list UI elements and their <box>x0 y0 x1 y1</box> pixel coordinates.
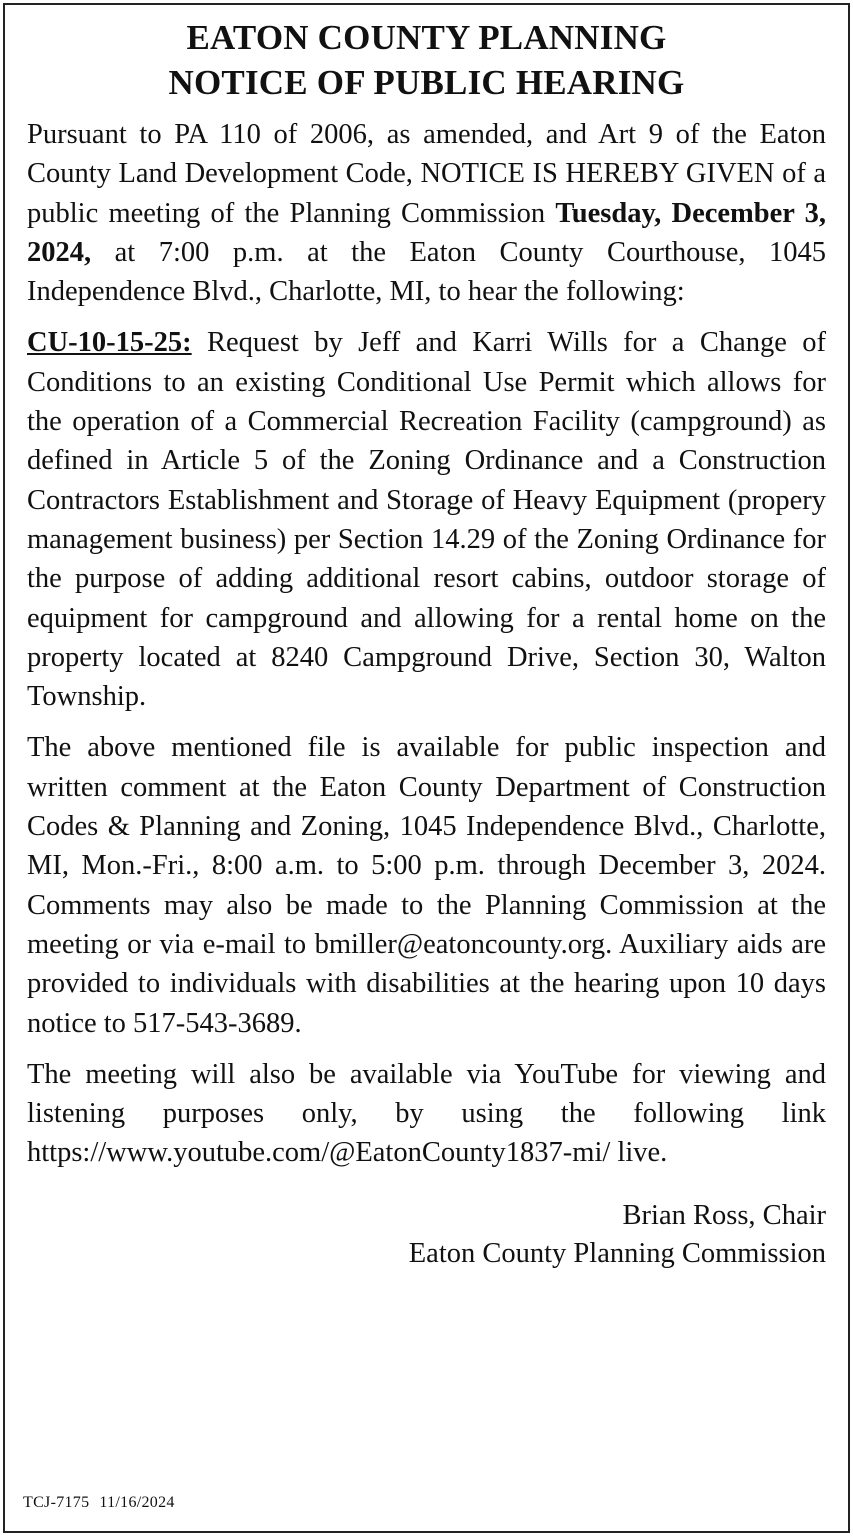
intro-text-after-date: at 7:00 p.m. at the Eaton County Courthouse, 1045 Independence Blvd., Charlotte, MI, to hear the following: <box>27 236 826 308</box>
notice-footer <box>23 1493 175 1513</box>
youtube-paragraph: The meeting will also be available via YouTube for viewing and listening purposes only, by using the following link https://www.youtube.com/@EatonCounty1837-mi/ live. <box>27 1058 826 1169</box>
signature-name: Brian Ross, Chair <box>622 1199 826 1231</box>
case-number: CU-10-15-25: <box>27 327 192 359</box>
heading-line-2: NOTICE OF PUBLIC HEARING <box>168 63 685 102</box>
heading-line-1: EATON COUNTY PLANNING <box>186 18 667 57</box>
case-paragraph <box>27 323 826 716</box>
signature-organization: Eaton County Planning Commission <box>408 1237 826 1269</box>
notice-heading <box>27 15 826 105</box>
meeting-date: Tuesday, December 3, 2024, <box>27 197 826 268</box>
intro-text-before-date: Pursuant to PA 110 of 2006, as amended, and Art 9 of the Eaton County Land Development Code, NOTICE IS HEREBY GIVEN of a public meeting of the Planning Commission <box>27 119 826 229</box>
inspection-paragraph: The above mentioned file is available for public inspection and written comment at the Eaton County Department of Construction Codes & Planning and Zoning, 1045 Independence Blvd., Charlotte, MI, Mon.-Fri., 8:00 a.m. to 5:00 p.m. through December 3, 2024. Comments may also be made to the Planning Commission at the meeting or via e-mail to bmiller@eatoncounty.org. Auxiliary aids are provided to individuals with disabilities at the hearing upon 10 days notice to 517-543-3689. <box>27 732 826 1039</box>
notice-code: TCJ-7175 <box>23 1494 90 1511</box>
intro-paragraph <box>27 115 826 311</box>
notice-date: 11/16/2024 <box>99 1494 175 1511</box>
case-description: Request by Jeff and Karri Wills for a Change of Conditions to an existing Conditional Use Permit which allows for the operation of a Commercial Recreation Facility (campground) as defined in Article 5 of the Zoning Ordinance and a Construction Contractors Establishment and Storage of Heavy Equipment (propery management business) per Section 14.29 of the Zoning Ordinance for the purpose of adding additional resort cabins, outdoor storage of equipment for campground and allowing for a rental home on the property located at 8240 Campground Drive, Section 30, Walton Township. <box>27 327 826 713</box>
public-hearing-notice <box>3 3 850 1533</box>
signature-block <box>27 1197 826 1273</box>
